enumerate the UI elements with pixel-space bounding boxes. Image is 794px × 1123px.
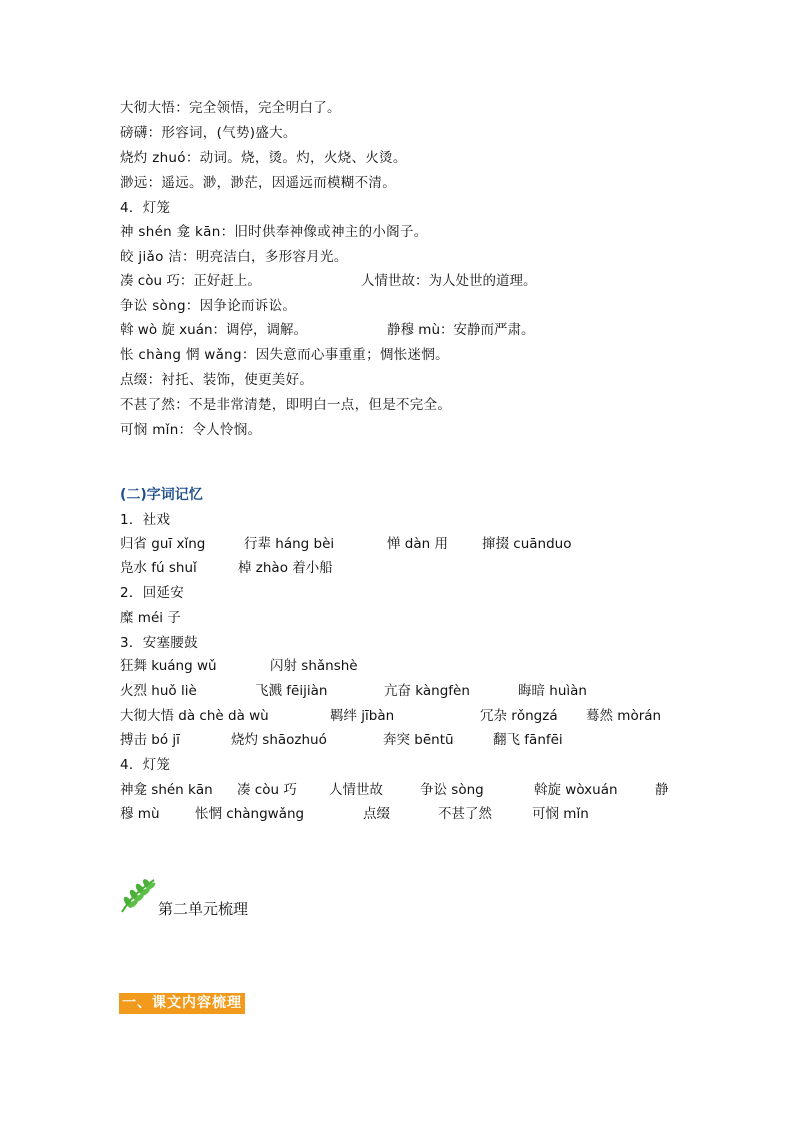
vocab-note: 人情世故：为人处世的道理。 bbox=[361, 273, 537, 289]
vocab-note: 神 shén 龛 kān：旧时供奉神像或神主的小阁子。 bbox=[120, 224, 428, 240]
word-item: 糜 méi 子 bbox=[120, 610, 181, 626]
lesson-heading: 1．社戏 bbox=[120, 512, 171, 528]
word-row bbox=[120, 803, 589, 825]
word-item: 静 bbox=[655, 782, 669, 798]
vocab-note: 渺远：遥远。渺，渺茫，因遥远而模糊不清。 bbox=[120, 175, 396, 191]
vocab-note-pair bbox=[120, 319, 535, 341]
vocab-note: 点缀：衬托、装饰，使更美好。 bbox=[120, 372, 314, 388]
orange-section-heading: 一、课文内容梳理 bbox=[119, 993, 245, 1014]
word-item: 归省 guī xǐng bbox=[120, 536, 206, 552]
word-item: 穆 mù bbox=[120, 806, 160, 822]
word-item: 神龛 shén kān bbox=[120, 782, 213, 798]
word-item: 亢奋 kàngfèn bbox=[384, 683, 470, 699]
word-item: 大彻大悟 dà chè dà wù bbox=[120, 708, 269, 724]
vocab-note: 皎 jiǎo 洁：明亮洁白，多形容月光。 bbox=[120, 249, 348, 265]
word-item: 烧灼 shāozhuó bbox=[231, 732, 327, 748]
leaf-branch-icon bbox=[118, 876, 158, 916]
word-item: 撺掇 cuānduo bbox=[482, 536, 572, 552]
section-title: (二)字词记忆 bbox=[120, 487, 203, 503]
vocab-note: 磅礴：形容词，(气势)盛大。 bbox=[120, 125, 297, 141]
word-row bbox=[120, 557, 333, 579]
vocab-note: 不甚了然：不是非常清楚，即明白一点，但是不完全。 bbox=[120, 397, 452, 413]
vocab-note: 凑 còu 巧：正好赶上。 bbox=[120, 273, 261, 289]
word-item: 翻飞 fānfēi bbox=[493, 732, 563, 748]
vocab-note: 静穆 mù：安静而严肃。 bbox=[387, 322, 535, 338]
word-item: 狂舞 kuáng wǔ bbox=[120, 658, 217, 674]
lesson-heading: 3．安塞腰鼓 bbox=[120, 635, 198, 651]
word-item: 闪射 shǎnshè bbox=[270, 658, 358, 674]
word-item: 行辈 háng bèi bbox=[244, 536, 335, 552]
word-item: 冗杂 rǒngzá bbox=[480, 708, 558, 724]
word-item: 争讼 sòng bbox=[420, 782, 484, 798]
word-item: 凑 còu 巧 bbox=[237, 782, 297, 798]
word-item: 怅惘 chàngwǎng bbox=[195, 806, 305, 822]
vocab-note: 斡 wò 旋 xuán：调停，调解。 bbox=[120, 322, 308, 338]
word-item: 惮 dàn 用 bbox=[387, 536, 448, 552]
word-row bbox=[120, 680, 587, 702]
lesson-heading: 4．灯笼 bbox=[120, 200, 171, 216]
word-item: 飞溅 fēijiàn bbox=[255, 683, 328, 699]
vocab-note: 烧灼 zhuó：动词。烧，烫。灼，火烧、火烫。 bbox=[120, 150, 407, 166]
word-row bbox=[120, 533, 572, 555]
word-item: 火烈 huǒ liè bbox=[120, 683, 197, 699]
word-item: 人情世故 bbox=[329, 782, 383, 798]
word-item: 凫水 fú shuǐ bbox=[120, 560, 197, 576]
word-item: 羁绊 jībàn bbox=[330, 708, 395, 724]
word-row bbox=[120, 655, 358, 677]
word-row bbox=[120, 779, 669, 801]
lesson-heading: 2．回延安 bbox=[120, 585, 185, 601]
word-item: 蓦然 mòrán bbox=[586, 708, 662, 724]
word-item: 晦暗 huìàn bbox=[518, 683, 587, 699]
word-row bbox=[120, 705, 662, 727]
word-item: 奔突 bēntū bbox=[383, 732, 454, 748]
vocab-note: 争讼 sòng：因争论而诉讼。 bbox=[120, 298, 297, 314]
word-row bbox=[120, 607, 181, 629]
word-item: 搏击 bó jī bbox=[120, 732, 180, 748]
vocab-note-pair bbox=[120, 270, 537, 292]
unit-title: 第二单元梳理 bbox=[158, 900, 249, 918]
lesson-heading: 4．灯笼 bbox=[120, 757, 171, 773]
word-row bbox=[120, 729, 563, 751]
word-item: 可悯 mǐn bbox=[532, 806, 589, 822]
vocab-note: 大彻大悟：完全领悟，完全明白了。 bbox=[120, 100, 341, 116]
word-item: 棹 zhào 着小船 bbox=[238, 560, 333, 576]
vocab-note: 怅 chàng 惘 wǎng：因失意而心事重重；惆怅迷惘。 bbox=[120, 347, 449, 363]
word-item: 不甚了然 bbox=[438, 806, 492, 822]
vocab-note: 可悯 mǐn：令人怜悯。 bbox=[120, 422, 262, 438]
word-item: 点缀 bbox=[363, 806, 390, 822]
word-item: 斡旋 wòxuán bbox=[534, 782, 618, 798]
